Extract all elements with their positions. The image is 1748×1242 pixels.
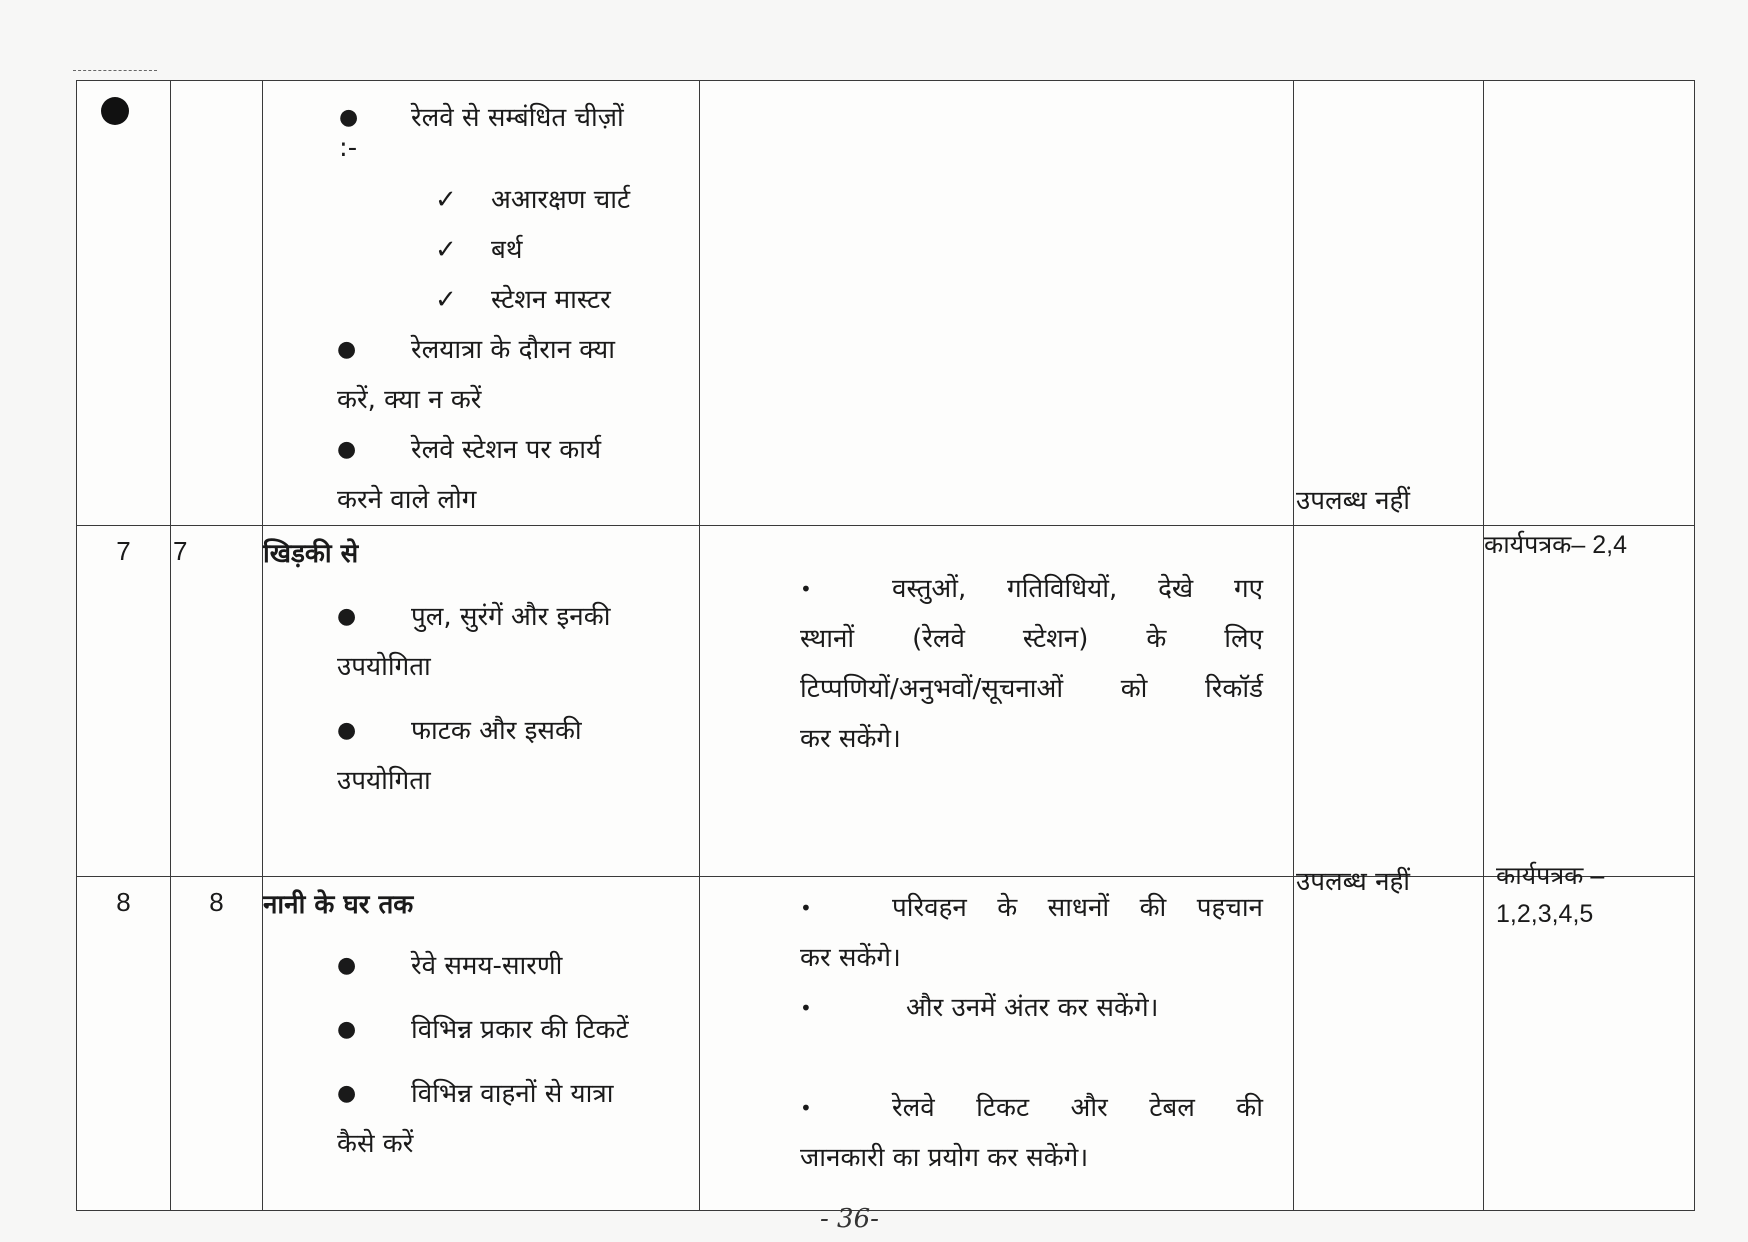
- objective-text: और उनमें अंतर कर सकेंगे।: [906, 993, 1159, 1023]
- objective-text: स्थानों (रेलवे स्टेशन) के लिए: [800, 624, 1263, 654]
- objective-text: परिवहन के साधनों की पहचान: [892, 893, 1263, 923]
- objective-text: टिप्पणियों/अनुभवों/सूचनाओं को रिकॉर्ड: [800, 674, 1263, 704]
- list-item: [263, 592, 699, 642]
- objectives-cell: [700, 877, 1294, 1211]
- topic-text: अआरक्षण चार्ट: [491, 185, 631, 215]
- worksheet-cell: [1484, 526, 1695, 877]
- check-icon: ✓: [435, 185, 457, 215]
- lesson-plan-table: [76, 80, 1695, 1211]
- table-row: [77, 526, 1695, 877]
- topic-text: स्टेशन मास्टर: [491, 285, 611, 315]
- objective-text: रेलवे टिकट और टेबल की: [892, 1093, 1263, 1123]
- objective-text: वस्तुओं, गतिविधियों, देखे गए: [892, 574, 1263, 604]
- topic-text: बर्थ: [491, 235, 523, 265]
- objective-item: [800, 883, 1263, 933]
- week-cell: [171, 81, 263, 526]
- worksheet-text: कार्यपत्रक –: [1496, 862, 1605, 890]
- list-item: [263, 325, 699, 375]
- check-item: [263, 275, 699, 325]
- check-item: [263, 175, 699, 225]
- availability-cell: [1294, 81, 1484, 526]
- bullet-icon: ●: [337, 337, 357, 362]
- bullet-icon: ●: [337, 718, 357, 743]
- week-number: 7: [171, 526, 263, 877]
- worksheet-text: कार्यपत्रक– 2,4: [1484, 531, 1627, 559]
- bullet-icon: •: [800, 996, 812, 1020]
- check-icon: ✓: [435, 285, 457, 315]
- topic-cell: [263, 526, 700, 877]
- objectives-cell: [700, 81, 1294, 526]
- week-number: 8: [171, 877, 263, 1211]
- list-item: [263, 1005, 699, 1055]
- objective-text: कर सकेंगे।: [800, 943, 901, 973]
- list-item: [263, 93, 699, 143]
- row-marker-cell: [77, 81, 171, 526]
- scan-artifact: [73, 70, 157, 72]
- objective-item: [800, 564, 1263, 614]
- bullet-icon: ●: [337, 1081, 357, 1106]
- table-row: [77, 81, 1695, 526]
- availability-cell: [1294, 867, 1484, 1211]
- objectives-cell: [700, 526, 1294, 877]
- topic-text: रेलवे स्टेशन पर कार्य: [411, 435, 602, 465]
- objective-item: [800, 983, 1263, 1033]
- topic-title: नानी के घर तक: [263, 890, 414, 920]
- availability-text: उपलब्ध नहीं: [1296, 486, 1411, 516]
- bullet-icon: ●: [337, 604, 357, 629]
- worksheet-text: 1,2,3,4,5: [1496, 900, 1594, 928]
- bullet-icon: ●: [337, 437, 357, 462]
- topic-text: विभिन्न वाहनों से यात्रा: [411, 1079, 614, 1109]
- worksheet-cell: [1484, 81, 1695, 526]
- topic-text: करने वाले लोग: [337, 485, 477, 515]
- list-item: [263, 425, 699, 475]
- check-icon: ✓: [435, 235, 457, 265]
- topic-text: रेलयात्रा के दौरान क्या: [411, 335, 615, 365]
- list-item: [263, 941, 699, 991]
- serial-number: 8: [77, 877, 171, 1211]
- objective-item: [800, 1083, 1263, 1133]
- bullet-dot-icon: [101, 97, 129, 125]
- topic-text: कैसे करें: [337, 1129, 414, 1159]
- objective-text: कर सकेंगे।: [800, 724, 901, 754]
- objective-text: जानकारी का प्रयोग कर सकेंगे।: [800, 1143, 1089, 1173]
- bullet-icon: ●: [337, 953, 357, 978]
- table-row: [77, 877, 1695, 1211]
- topic-text: करें, क्या न करें: [337, 385, 482, 415]
- bullet-icon: •: [800, 896, 812, 920]
- availability-text: उपलब्ध नहीं: [1296, 867, 1411, 897]
- topic-text: :-: [339, 133, 358, 163]
- page-number: - 36-: [820, 1204, 879, 1234]
- availability-cell: [1294, 486, 1484, 877]
- check-item: [263, 225, 699, 275]
- bullet-icon: •: [800, 1096, 812, 1120]
- topic-cell: [263, 81, 700, 526]
- serial-number: 7: [77, 526, 171, 877]
- bullet-icon: ●: [337, 1017, 357, 1042]
- topic-text: फाटक और इसकी: [411, 716, 582, 746]
- topic-text: रेवे समय-सारणी: [411, 951, 563, 981]
- topic-cell: [263, 877, 700, 1211]
- worksheet-cell: [1484, 862, 1695, 1211]
- topic-text: पुल, सुरंगें और इनकी: [411, 602, 611, 632]
- list-item: [263, 706, 699, 756]
- topic-text: विभिन्न प्रकार की टिकटें: [411, 1015, 629, 1045]
- topic-text: रेलवे से सम्बंधित चीज़ों: [411, 103, 624, 133]
- bullet-icon: •: [800, 577, 812, 601]
- topic-title: खिड़की से: [263, 539, 359, 569]
- topic-text: उपयोगिता: [337, 652, 431, 682]
- list-item: [263, 1069, 699, 1119]
- topic-text: उपयोगिता: [337, 766, 431, 796]
- bullet-icon: ●: [339, 105, 359, 130]
